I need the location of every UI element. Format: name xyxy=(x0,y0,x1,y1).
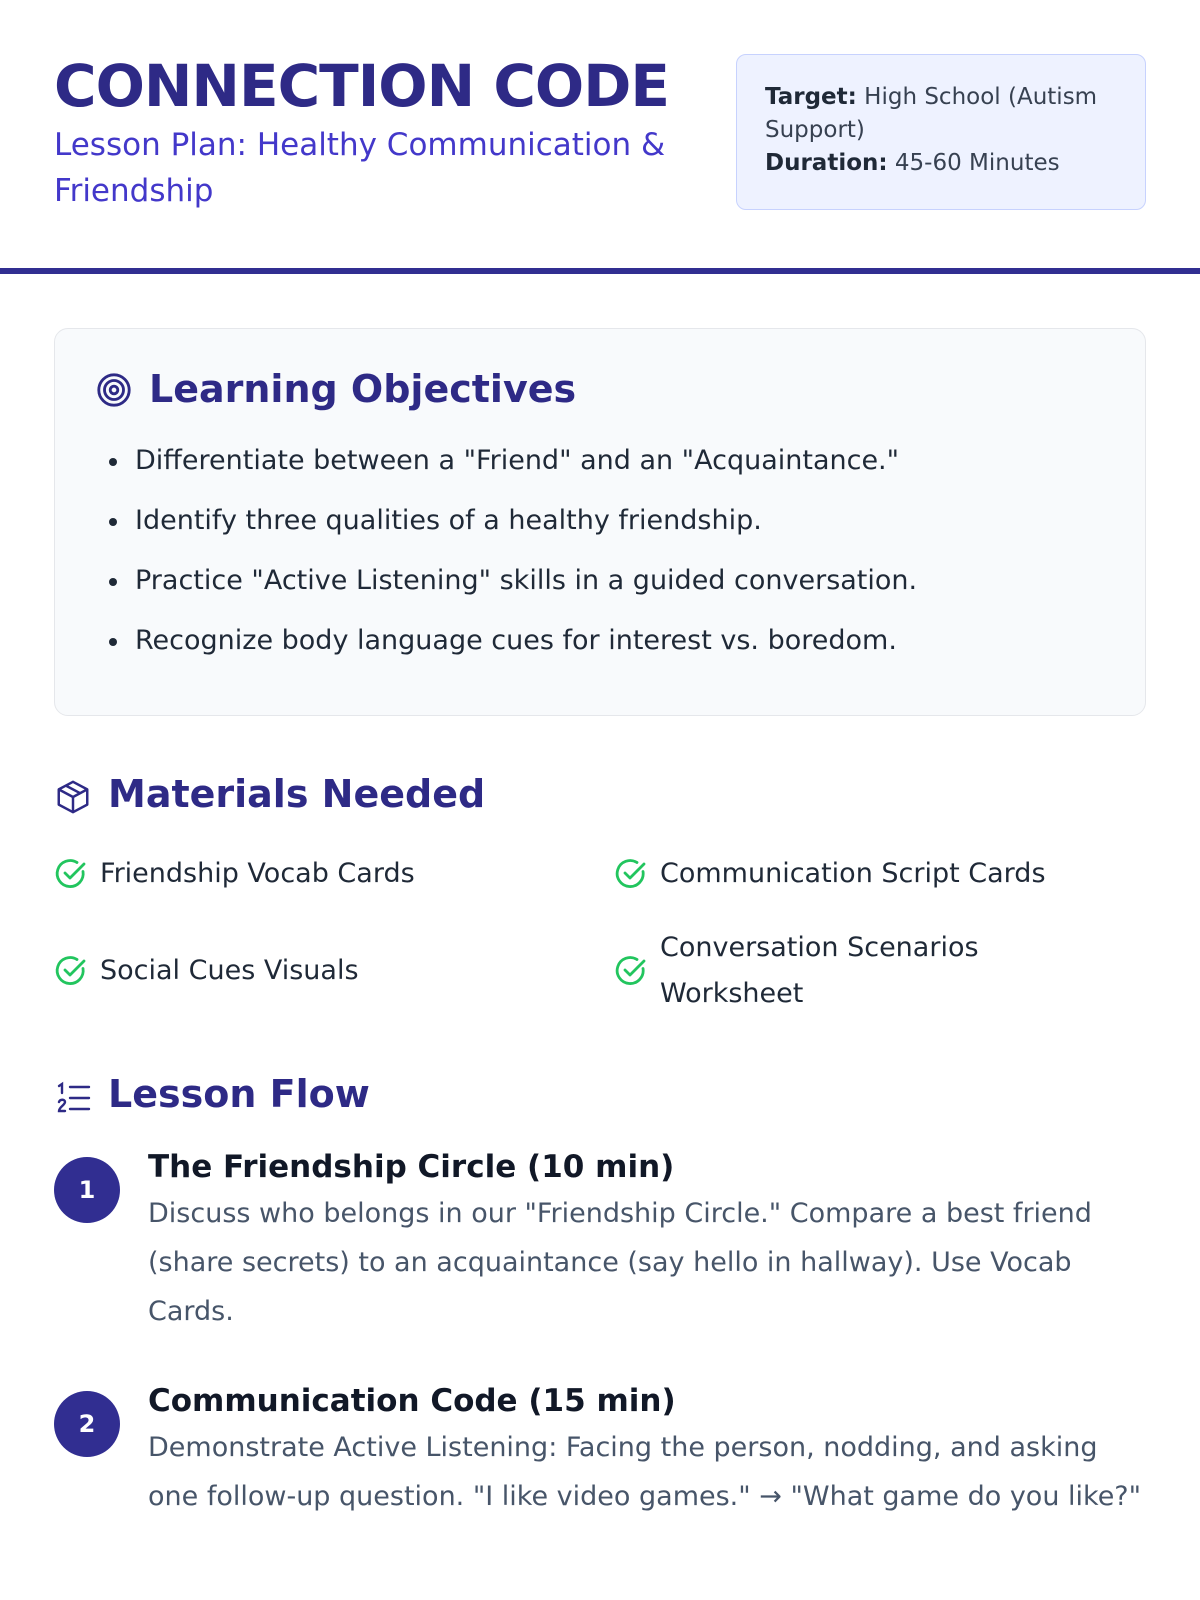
step-title: Communication Code (15 min) xyxy=(148,1383,676,1419)
objectives-heading: Learning Objectives xyxy=(149,367,577,411)
step-description: Discuss who belongs in our "Friendship Circle." Compare a best friend (share secrets) to an acquaintance (say hello in hallway). Use Vocab Cards. xyxy=(148,1198,1092,1327)
material-label: Friendship Vocab Cards xyxy=(100,858,415,889)
duration-label: Duration: xyxy=(765,150,888,176)
material-item xyxy=(614,851,1046,897)
page-header xyxy=(0,0,1200,274)
check-circle-icon xyxy=(54,954,88,988)
check-circle-icon xyxy=(614,857,648,891)
lesson-step xyxy=(54,1383,1146,1583)
step-number-badge: 1 xyxy=(54,1157,120,1223)
material-label: Conversation Scenarios Worksheet xyxy=(660,932,979,1009)
lesson-step xyxy=(54,1149,1146,1349)
material-label: Communication Script Cards xyxy=(660,858,1046,889)
numbered-list-icon xyxy=(56,1080,92,1116)
target-line xyxy=(765,81,1117,147)
check-circle-icon xyxy=(614,954,648,988)
objective-item: Recognize body language cues for interest vs. boredom. xyxy=(135,621,917,681)
duration-value: 45-60 Minutes xyxy=(894,150,1060,176)
check-circle-icon xyxy=(54,857,88,891)
page-title: CONNECTION CODE xyxy=(54,52,669,120)
material-item xyxy=(54,948,359,994)
material-label: Social Cues Visuals xyxy=(100,955,359,986)
target-value: High School (Autism Support) xyxy=(765,84,1098,143)
step-number-badge: 2 xyxy=(54,1391,120,1457)
objectives-list xyxy=(135,441,917,681)
lesson-meta-box xyxy=(736,54,1146,210)
material-item xyxy=(614,925,1034,1017)
learning-objectives-card xyxy=(54,328,1146,716)
material-item xyxy=(54,851,415,897)
step-title: The Friendship Circle (10 min) xyxy=(148,1149,675,1185)
lesson-flow-heading: Lesson Flow xyxy=(108,1072,370,1116)
step-description: Demonstrate Active Listening: Facing the person, nodding, and asking one follow-up question. "I like video games." → "What game do you like?" xyxy=(148,1432,1142,1512)
materials-heading: Materials Needed xyxy=(108,772,486,816)
objective-item: Practice "Active Listening" skills in a guided conversation. xyxy=(135,561,917,621)
box-icon xyxy=(54,778,92,816)
target-icon xyxy=(95,371,133,409)
objective-item: Differentiate between a "Friend" and an "Acquaintance." xyxy=(135,441,917,501)
objective-item: Identify three qualities of a healthy friendship. xyxy=(135,501,917,561)
page-subtitle: Lesson Plan: Healthy Communication & Friendship xyxy=(54,127,666,209)
duration-line xyxy=(765,147,1117,180)
target-label: Target: xyxy=(765,84,857,110)
